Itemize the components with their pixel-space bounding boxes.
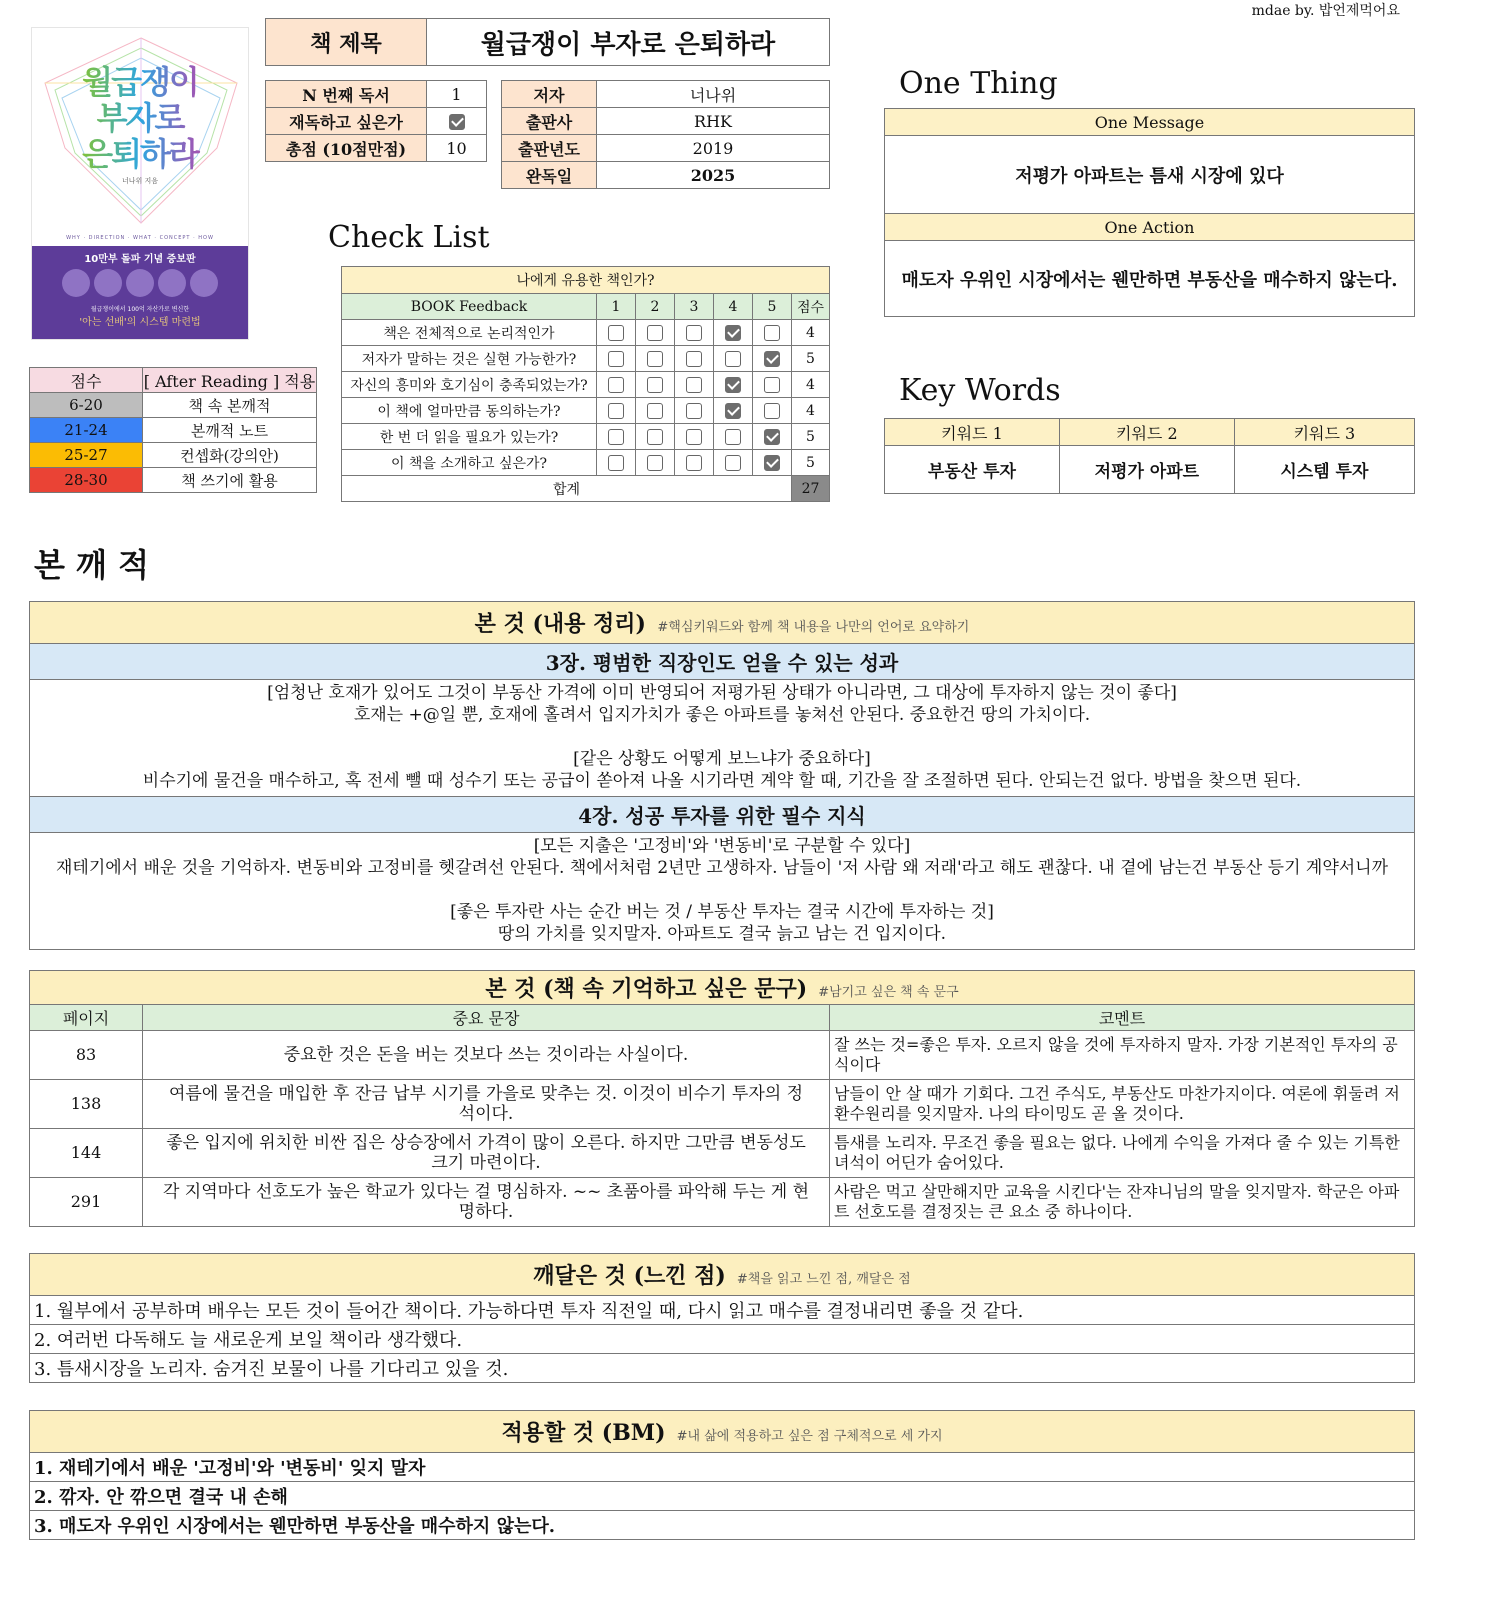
quote-page: 291 xyxy=(30,1178,143,1227)
cover-footer: '아는 선배'의 시스템 마련법 xyxy=(79,317,201,328)
score-legend-table xyxy=(29,367,317,493)
rating-cell xyxy=(714,450,753,476)
rating-checkbox[interactable] xyxy=(725,403,741,419)
legend-apply: 책 쓰기에 활용 xyxy=(143,468,317,493)
bonkkaejeok-heading: 본 깨 적 xyxy=(34,546,150,584)
rating-col-header: 5 xyxy=(753,294,792,320)
apply-title: 적용할 것 (BM) xyxy=(501,1420,666,1446)
checklist-question-text: 한 번 더 읽을 필요가 있는가? xyxy=(342,424,597,450)
author-label: 저자 xyxy=(502,81,597,108)
year-value: 2019 xyxy=(597,135,830,162)
rating-cell xyxy=(636,372,675,398)
rating-cell xyxy=(714,398,753,424)
quote-comment: 남들이 안 살 때가 기회다. 그건 주식도, 부동산도 마찬가지이다. 여론에 휘둘려 저환수원리를 잊지말자. 나의 타이밍도 곧 올 것이다. xyxy=(830,1080,1415,1129)
legend-apply: 본깨적 노트 xyxy=(143,418,317,443)
summary-title: 본 것 (내용 정리) xyxy=(474,611,646,637)
rating-cell xyxy=(597,398,636,424)
quote-row xyxy=(30,1178,1415,1227)
cover-band xyxy=(32,246,248,339)
chapter3-line: [같은 상황도 어떻게 보느냐가 중요하다] xyxy=(573,749,871,769)
apply-hint: #내 삶에 적용하고 싶은 점 구체적으로 세 가지 xyxy=(676,1429,943,1444)
quotes-hint: #남기고 싶은 책 속 문구 xyxy=(818,985,959,1000)
reread-checkbox-cell xyxy=(427,108,487,135)
checklist-row xyxy=(342,450,830,476)
rating-checkbox[interactable] xyxy=(764,325,780,341)
checklist-row xyxy=(342,424,830,450)
rating-cell xyxy=(597,320,636,346)
checklist-total-value: 27 xyxy=(792,476,830,502)
chapter4-title: 4장. 성공 투자를 위한 필수 지식 xyxy=(30,797,1415,833)
apply-item: 3. 매도자 우위인 시장에서는 웬만하면 부동산을 매수하지 않는다. xyxy=(30,1511,1415,1540)
keywords-table xyxy=(884,418,1415,494)
rating-checkbox[interactable] xyxy=(764,429,780,445)
rating-cell xyxy=(675,346,714,372)
publisher-label: 출판사 xyxy=(502,108,597,135)
publisher-value: RHK xyxy=(597,108,830,135)
finished-label: 완독일 xyxy=(502,162,597,189)
one-action-text: 매도자 우위인 시장에서는 웬만하면 부동산을 매수하지 않는다. xyxy=(885,241,1415,317)
rating-checkbox[interactable] xyxy=(608,377,624,393)
checklist-table xyxy=(341,266,830,502)
rating-cell xyxy=(636,424,675,450)
sentence-col-header: 중요 문장 xyxy=(143,1005,830,1031)
quotes-title: 본 것 (책 속 기억하고 싶은 문구) xyxy=(485,976,808,1002)
apply-table xyxy=(29,1410,1415,1540)
rating-cell xyxy=(636,398,675,424)
reread-label: 재독하고 싶은가 xyxy=(266,108,427,135)
chapter3-line: 비수기에 물건을 매수하고, 혹 전세 뺄 때 성수기 또는 공급이 쏟아져 나올 시기라면 계약 할 때, 기간을 잘 조절하면 된다. 안되는건 없다. 방법을 찾으면 된다. xyxy=(142,771,1302,791)
rating-checkbox[interactable] xyxy=(725,377,741,393)
legend-apply-header: [ After Reading ] 적용 xyxy=(143,368,317,393)
legend-range: 28-30 xyxy=(30,468,143,493)
quote-page: 83 xyxy=(30,1031,143,1080)
chapter3-content xyxy=(30,680,1415,797)
book-cover-image xyxy=(31,27,249,340)
chapter3-title: 3장. 평범한 직장인도 얻을 수 있는 성과 xyxy=(30,644,1415,680)
book-title-table xyxy=(265,18,830,66)
quote-sentence: 중요한 것은 돈을 버는 것보다 쓰는 것이라는 사실이다. xyxy=(143,1031,830,1080)
rating-checkbox[interactable] xyxy=(725,455,741,471)
rating-col-header: 3 xyxy=(675,294,714,320)
rating-cell xyxy=(675,424,714,450)
checklist-question-text: 저자가 말하는 것은 실현 가능한가? xyxy=(342,346,597,372)
rating-checkbox[interactable] xyxy=(608,429,624,445)
rating-checkbox[interactable] xyxy=(608,455,624,471)
rating-checkbox[interactable] xyxy=(686,403,702,419)
total-score-label: 총점 (10점만점) xyxy=(266,135,427,162)
one-thing-heading: One Thing xyxy=(899,66,1058,101)
checklist-score: 5 xyxy=(792,346,830,372)
rating-checkbox[interactable] xyxy=(686,455,702,471)
cover-top-strip: WHY · DIRECTION · WHAT · CONCEPT · HOW xyxy=(66,235,214,241)
rating-checkbox[interactable] xyxy=(686,377,702,393)
one-message-text: 저평가 아파트는 틈새 시장에 있다 xyxy=(885,136,1415,214)
rating-checkbox[interactable] xyxy=(608,403,624,419)
one-action-label: One Action xyxy=(885,214,1415,241)
score-col-header: 점수 xyxy=(792,294,830,320)
rating-checkbox[interactable] xyxy=(686,325,702,341)
checklist-question: 나에게 유용한 책인가? xyxy=(342,267,830,294)
rating-cell xyxy=(597,424,636,450)
rating-cell xyxy=(636,346,675,372)
rating-checkbox[interactable] xyxy=(725,351,741,367)
rating-cell xyxy=(753,398,792,424)
chapter4-line: [모든 지출은 '고정비'와 '변동비'로 구분할 수 있다] xyxy=(533,836,911,856)
cover-circle xyxy=(126,269,154,297)
author-value: 너나위 xyxy=(597,81,830,108)
checklist-heading: Check List xyxy=(328,220,490,255)
legend-range: 21-24 xyxy=(30,418,143,443)
reading-count-label: N 번째 독서 xyxy=(266,81,427,108)
feedback-col-header: BOOK Feedback xyxy=(342,294,597,320)
checklist-body xyxy=(342,320,830,476)
cover-author: 너나위 지음 xyxy=(121,177,159,185)
rating-cell xyxy=(714,346,753,372)
quotes-title-cell xyxy=(30,971,1415,1005)
rating-cell xyxy=(753,424,792,450)
legend-apply: 컨셉화(강의안) xyxy=(143,443,317,468)
checklist-score: 4 xyxy=(792,320,830,346)
comment-col-header: 코멘트 xyxy=(830,1005,1415,1031)
rating-checkbox[interactable] xyxy=(647,429,663,445)
rating-cell xyxy=(753,346,792,372)
rating-cell xyxy=(675,372,714,398)
keyword-value: 저평가 아파트 xyxy=(1059,446,1234,494)
one-thing-table xyxy=(884,108,1415,317)
summary-title-cell xyxy=(30,602,1415,644)
rating-checkbox[interactable] xyxy=(647,325,663,341)
cover-circle xyxy=(190,269,218,297)
chapter3-line: [엄청난 호재가 있어도 그것이 부동산 가격에 이미 반영되어 저평가된 상태가 아니라면, 그 대상에 투자하지 않는 것이 좋다] xyxy=(267,683,1177,703)
chapter4-line: [좋은 투자란 사는 순간 버는 것 / 부동산 투자는 결국 시간에 투자하는 것] xyxy=(450,902,994,922)
reading-info-table xyxy=(265,80,487,162)
quote-sentence: 좋은 입지에 위치한 비싼 집은 상승장에서 가격이 많이 오른다. 하지만 그만큼 변동성도 크기 마련이다. xyxy=(143,1129,830,1178)
legend-score-header: 점수 xyxy=(30,368,143,393)
keyword-value: 시스템 투자 xyxy=(1234,446,1414,494)
checklist-row xyxy=(342,372,830,398)
rating-checkbox[interactable] xyxy=(764,403,780,419)
rating-cell xyxy=(714,320,753,346)
quote-page: 144 xyxy=(30,1129,143,1178)
total-score-value: 10 xyxy=(427,135,487,162)
rating-cell xyxy=(714,372,753,398)
cover-circle xyxy=(94,269,122,297)
summary-hint: #핵심키워드와 함께 책 내용을 나만의 언어로 요약하기 xyxy=(657,620,970,635)
quote-sentence: 각 지역마다 선호도가 높은 학교가 있다는 걸 명심하자. ~~ 초품아를 파악해 두는 게 현명하다. xyxy=(143,1178,830,1227)
quote-row xyxy=(30,1129,1415,1178)
reread-checkbox[interactable] xyxy=(449,114,465,130)
book-title-value: 월급쟁이 부자로 은퇴하라 xyxy=(427,19,830,66)
rating-cell xyxy=(675,398,714,424)
rating-col-header: 2 xyxy=(636,294,675,320)
rating-checkbox[interactable] xyxy=(608,325,624,341)
book-meta-table xyxy=(501,80,830,189)
quote-page: 138 xyxy=(30,1080,143,1129)
cover-title-line: 은퇴하라 xyxy=(82,135,198,173)
rating-checkbox[interactable] xyxy=(764,351,780,367)
rating-cell xyxy=(597,372,636,398)
quote-row xyxy=(30,1080,1415,1129)
realized-hint: #책을 읽고 느낀 점, 깨달은 점 xyxy=(736,1272,911,1287)
rating-checkbox[interactable] xyxy=(608,351,624,367)
checklist-score: 4 xyxy=(792,398,830,424)
legend-range: 6-20 xyxy=(30,393,143,418)
rating-cell xyxy=(714,424,753,450)
realized-item: 1. 월부에서 공부하며 배우는 모든 것이 들어간 책이다. 가능하다면 투자 직전일 때, 다시 읽고 매수를 결정내리면 좋을 것 같다. xyxy=(30,1296,1415,1325)
quote-comment: 틈새를 노리자. 무조건 좋을 필요는 없다. 나에게 수익을 가져다 줄 수 있는 기특한 녀석이 어딘가 숨어있다. xyxy=(830,1129,1415,1178)
legend-apply: 책 속 본깨적 xyxy=(143,393,317,418)
keyword-label: 키워드 1 xyxy=(885,419,1060,446)
checklist-total-label: 합계 xyxy=(342,476,792,502)
chapter4-line: 땅의 가치를 잊지말자. 아파트도 결국 늙고 남는 건 입지이다. xyxy=(497,924,947,944)
apply-title-cell xyxy=(30,1411,1415,1453)
cover-footer-small: 월급쟁이에서 100억 자산가로 변신한 xyxy=(90,306,190,313)
chapter3-line xyxy=(30,726,1414,748)
rating-checkbox[interactable] xyxy=(647,455,663,471)
rating-checkbox[interactable] xyxy=(725,429,741,445)
quote-comment: 잘 쓰는 것=좋은 투자. 오르지 않을 것에 투자하지 말자. 가장 기본적인 투자의 공식이다 xyxy=(830,1031,1415,1080)
checklist-question-text: 이 책을 소개하고 싶은가? xyxy=(342,450,597,476)
quote-row xyxy=(30,1031,1415,1080)
summary-table xyxy=(29,601,1415,950)
cover-title-line: 부자로 xyxy=(96,99,184,137)
cover-circle xyxy=(62,269,90,297)
checklist-row xyxy=(342,320,830,346)
rating-checkbox[interactable] xyxy=(764,455,780,471)
rating-checkbox[interactable] xyxy=(725,325,741,341)
rating-checkbox[interactable] xyxy=(647,377,663,393)
quotes-table xyxy=(29,970,1415,1227)
checklist-question-text: 책은 전체적으로 논리적인가 xyxy=(342,320,597,346)
chapter4-line xyxy=(30,879,1414,901)
rating-cell xyxy=(636,320,675,346)
reading-count-value: 1 xyxy=(427,81,487,108)
quotes-body xyxy=(30,1031,1415,1227)
rating-col-header: 4 xyxy=(714,294,753,320)
realized-title: 깨달은 것 (느낀 점) xyxy=(533,1263,726,1289)
chapter4-line: 재테기에서 배운 것을 기억하자. 변동비와 고정비를 헷갈려선 안된다. 책에서처럼 2년만 고생하자. 남들이 '저 사람 왜 저래'라고 해도 괜찮다. 내 곁에 남는건 부동산 등기 계약서니까 xyxy=(55,858,1389,878)
rating-checkbox[interactable] xyxy=(764,377,780,393)
book-title-label: 책 제목 xyxy=(266,19,427,66)
realized-table xyxy=(29,1253,1415,1383)
credit-text: mdae by. 밥언제먹어요 xyxy=(1251,3,1400,19)
realized-item: 2. 여러번 다독해도 늘 새로운게 보일 책이라 생각했다. xyxy=(30,1325,1415,1354)
finished-value: 2025 xyxy=(597,162,830,189)
checklist-score: 5 xyxy=(792,450,830,476)
rating-cell xyxy=(753,372,792,398)
rating-col-header: 1 xyxy=(597,294,636,320)
apply-item: 1. 재테기에서 배운 '고정비'와 '변동비' 잊지 말자 xyxy=(30,1453,1415,1482)
quote-comment: 사람은 먹고 살만해지만 교육을 시킨다'는 잔쟈니님의 말을 잊지말자. 학군은 아파트 선호도를 결정짓는 큰 요소 중 하나이다. xyxy=(830,1178,1415,1227)
rating-checkbox[interactable] xyxy=(647,351,663,367)
checklist-question-text: 이 책에 얼마만큼 동의하는가? xyxy=(342,398,597,424)
cover-circle xyxy=(158,269,186,297)
chapter4-content xyxy=(30,833,1415,950)
rating-cell xyxy=(675,320,714,346)
quote-sentence: 여름에 물건을 매입한 후 잔금 납부 시기를 가을로 맞추는 것. 이것이 비수기 투자의 정석이다. xyxy=(143,1080,830,1129)
rating-cell xyxy=(597,450,636,476)
page-col-header: 페이지 xyxy=(30,1005,143,1031)
cover-circles xyxy=(32,267,248,303)
cover-title xyxy=(32,64,248,172)
keyword-label: 키워드 3 xyxy=(1234,419,1414,446)
keyword-label: 키워드 2 xyxy=(1059,419,1234,446)
cover-title-line: 월급쟁이 xyxy=(82,63,198,101)
rating-cell xyxy=(597,346,636,372)
rating-checkbox[interactable] xyxy=(686,429,702,445)
realized-item: 3. 틈새시장을 노리자. 숨겨진 보물이 나를 기다리고 있을 것. xyxy=(30,1354,1415,1383)
realized-title-cell xyxy=(30,1254,1415,1296)
rating-cell xyxy=(753,320,792,346)
rating-checkbox[interactable] xyxy=(686,351,702,367)
keyword-value: 부동산 투자 xyxy=(885,446,1060,494)
one-message-label: One Message xyxy=(885,109,1415,136)
checklist-score: 4 xyxy=(792,372,830,398)
rating-cell xyxy=(753,450,792,476)
legend-range: 25-27 xyxy=(30,443,143,468)
year-label: 출판년도 xyxy=(502,135,597,162)
checklist-row xyxy=(342,346,830,372)
rating-cell xyxy=(675,450,714,476)
checklist-row xyxy=(342,398,830,424)
checklist-question-text: 자신의 흥미와 호기심이 충족되었는가? xyxy=(342,372,597,398)
keywords-heading: Key Words xyxy=(899,373,1061,408)
rating-checkbox[interactable] xyxy=(647,403,663,419)
cover-banner: 10만부 돌파 기념 증보판 xyxy=(84,254,196,265)
checklist-score: 5 xyxy=(792,424,830,450)
chapter3-line: 호재는 +@일 뿐, 호재에 홀려서 입지가치가 좋은 아파트를 놓쳐선 안된다. 중요한건 땅의 가치이다. xyxy=(353,705,1091,725)
rating-cell xyxy=(636,450,675,476)
apply-item: 2. 깎자. 안 깎으면 결국 내 손해 xyxy=(30,1482,1415,1511)
